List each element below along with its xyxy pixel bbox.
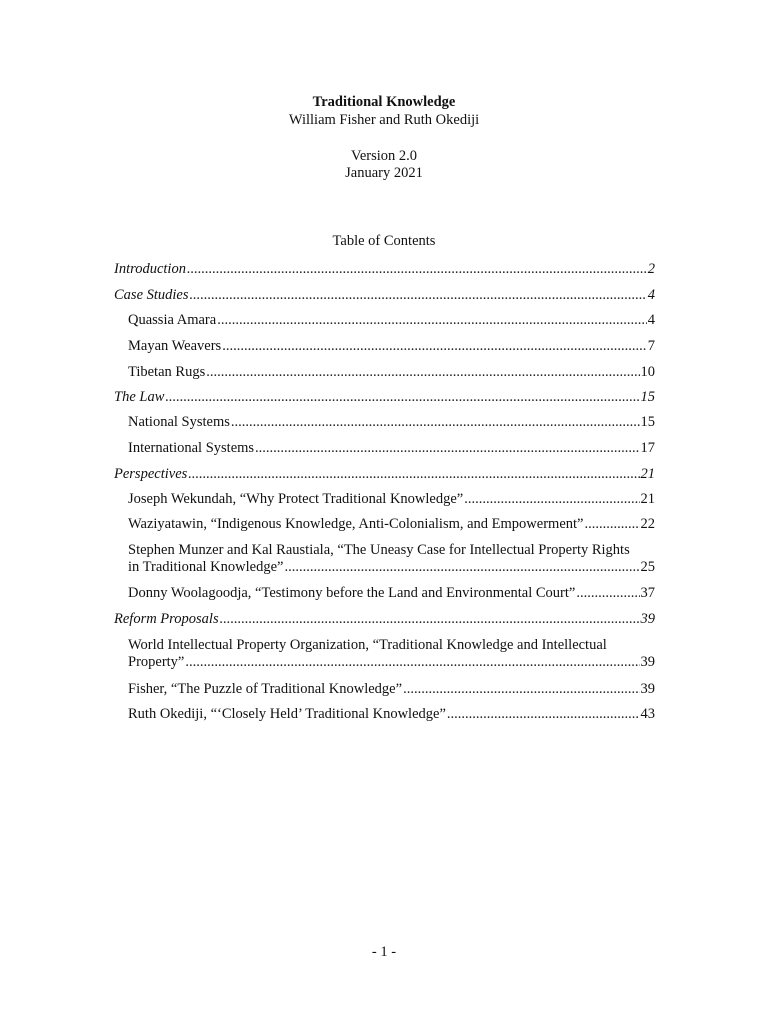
toc-entry-quassia-amara[interactable] — [128, 312, 655, 329]
toc-entry-label: Quassia Amara — [128, 312, 217, 328]
toc-leader-dots — [187, 261, 647, 278]
toc-page-number: 4 — [647, 312, 655, 328]
toc-leader-dots — [284, 559, 639, 576]
toc-heading: Table of Contents — [332, 233, 436, 249]
toc-entry-label: The Law — [114, 389, 165, 405]
toc-entry-international-systems[interactable] — [128, 440, 655, 457]
toc-page-number: 21 — [640, 466, 655, 482]
toc-leader-dots — [190, 287, 647, 304]
page-number-footer: - 1 - — [371, 944, 397, 960]
toc-entry-label: Introduction — [114, 261, 186, 277]
toc-entry-national-systems[interactable] — [128, 414, 655, 431]
toc-page-number: 15 — [640, 389, 655, 405]
document-version: Version 2.0 — [350, 148, 418, 164]
toc-page-number: 4 — [647, 287, 655, 303]
toc-leader-dots — [206, 364, 639, 381]
toc-page-number: 15 — [640, 414, 655, 430]
toc-leader-dots — [255, 440, 639, 457]
toc-entry-waziyatawin[interactable] — [128, 516, 655, 533]
toc-leader-dots — [217, 312, 647, 329]
toc-page-number: 43 — [640, 706, 655, 722]
toc-entry-label: Reform Proposals — [114, 611, 219, 627]
toc-leader-dots — [185, 654, 639, 671]
toc-page-number: 25 — [640, 559, 655, 575]
toc-entry-label: Ruth Okediji, “‘Closely Held’ Traditional Knowledge” — [128, 706, 446, 722]
toc-entry-fisher[interactable] — [128, 681, 655, 698]
toc-entry-label: Case Studies — [114, 287, 189, 303]
toc-entry-munzer-raustiala[interactable] — [128, 542, 655, 576]
toc-entry-label: Perspectives — [114, 466, 188, 482]
toc-leader-dots — [584, 516, 639, 533]
toc-entry-perspectives[interactable] — [114, 466, 655, 483]
toc-page-number: 39 — [640, 681, 655, 697]
toc-entry-label-line1: World Intellectual Property Organization, “Traditional Knowledge and Intellectual — [128, 637, 607, 653]
toc-leader-dots — [464, 491, 639, 508]
toc-entry-introduction[interactable] — [114, 261, 655, 278]
toc-page-number: 10 — [640, 364, 655, 380]
toc-page-number: 37 — [640, 585, 655, 601]
toc-entry-label-line1: Stephen Munzer and Kal Raustiala, “The Uneasy Case for Intellectual Property Rights — [128, 542, 630, 558]
toc-entry-label: in Traditional Knowledge” — [128, 559, 284, 575]
toc-entry-case-studies[interactable] — [114, 287, 655, 304]
toc-entry-mayan-weavers[interactable] — [128, 338, 655, 355]
toc-page-number: 21 — [640, 491, 655, 507]
toc-page-number: 39 — [640, 611, 655, 627]
toc-leader-dots — [188, 466, 639, 483]
document-authors: William Fisher and Ruth Okediji — [288, 112, 480, 128]
toc-entry-label: Property” — [128, 654, 185, 670]
toc-entry-label: Fisher, “The Puzzle of Traditional Knowledge” — [128, 681, 403, 697]
toc-entry-label: International Systems — [128, 440, 255, 456]
toc-entry-label: Waziyatawin, “Indigenous Knowledge, Anti-Colonialism, and Empowerment” — [128, 516, 584, 532]
toc-entry-wipo[interactable] — [128, 637, 655, 671]
toc-page-number: 17 — [640, 440, 655, 456]
toc-entry-label: Mayan Weavers — [128, 338, 222, 354]
toc-entry-woolagoodja[interactable] — [128, 585, 655, 602]
toc-leader-dots — [231, 414, 640, 431]
toc-entry-wekundah[interactable] — [128, 491, 655, 508]
toc-entry-okediji[interactable] — [128, 706, 655, 723]
toc-leader-dots — [403, 681, 639, 698]
document-date: January 2021 — [345, 165, 423, 181]
toc-entry-label: National Systems — [128, 414, 230, 430]
toc-page-number: 39 — [640, 654, 655, 670]
toc-entry-reform-proposals[interactable] — [114, 611, 655, 628]
toc-entry-tibetan-rugs[interactable] — [128, 364, 655, 381]
toc-leader-dots — [447, 706, 640, 723]
toc-entry-label: Donny Woolagoodja, “Testimony before the Land and Environmental Court” — [128, 585, 576, 601]
toc-leader-dots — [222, 338, 647, 355]
toc-leader-dots — [165, 389, 639, 406]
toc-page-number: 7 — [647, 338, 655, 354]
toc-leader-dots — [220, 611, 640, 628]
toc-entry-the-law[interactable] — [114, 389, 655, 406]
toc-page-number: 2 — [647, 261, 655, 277]
document-title: Traditional Knowledge — [312, 94, 456, 110]
toc-entry-label: Joseph Wekundah, “Why Protect Traditional Knowledge” — [128, 491, 464, 507]
toc-leader-dots — [576, 585, 639, 602]
toc-entry-label: Tibetan Rugs — [128, 364, 206, 380]
toc-page-number: 22 — [640, 516, 655, 532]
